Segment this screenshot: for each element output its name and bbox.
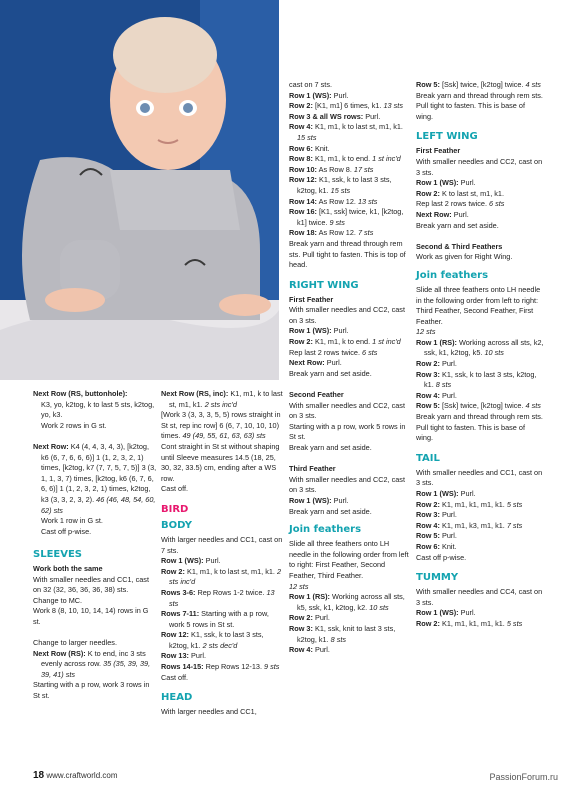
row-text: K1, m1, k to last st, m1, k1. [186, 566, 275, 576]
row-text: Rep last 2 rows twice. [289, 347, 360, 357]
stitch-count: 4 sts [525, 80, 541, 89]
instruction: Slide all three feathers onto LH needle in the following order from left to right: Third Feather, Second Feather, First Feather. [416, 284, 541, 326]
row-label: Row 4: [289, 645, 313, 655]
section-heading-tummy: TUMMY [416, 572, 459, 584]
instruction: With smaller needles and CC4, cast on 3 sts. [416, 587, 543, 607]
row-text: Purl. [365, 111, 381, 121]
row-text: Rep Rows 1-2 twice. [197, 587, 265, 597]
row [416, 391, 544, 402]
watermark: PassionForum.ru [489, 772, 558, 782]
instruction: Break yarn and thread through rem sts. Pull tight to fasten. This is top of head. [289, 238, 406, 270]
row-text: [Ssk] twice, [k2tog] twice. [441, 80, 524, 89]
row-label: Row 12: [289, 175, 317, 185]
row-label: Row 1 (WS): [161, 556, 204, 566]
row-label: Row 3: [289, 623, 313, 633]
row-label: Row 5: [416, 531, 440, 541]
row-text: K3, yo, k2tog, k to last 5 sts, k2tog, yo, k3. [41, 399, 155, 420]
subheading: Second Feather [289, 390, 344, 400]
stitch-count: 13 sts [383, 101, 403, 111]
row-label: Row 6: [289, 143, 313, 153]
row-text: Work 2 rows in G st. [41, 420, 107, 430]
row [416, 619, 544, 630]
row-text: Knit. [441, 541, 457, 551]
buttonhole-row [33, 389, 157, 431]
row [289, 592, 412, 613]
row-text: K1, m1, k to last st, m1, k1. [169, 389, 283, 409]
instruction: Break yarn and thread through rem sts. Pull tight to fasten. This is base of wing. [416, 90, 543, 121]
row-label: Row 4: [289, 122, 313, 132]
row-text: Purl. [326, 358, 342, 368]
row [161, 609, 285, 630]
row-label: Next Row (RS, buttonhole): [33, 389, 128, 398]
instruction: Starting with a p row, work 3 rows in St st. [33, 680, 150, 701]
stitch-count: 12 sts [416, 327, 436, 337]
row-text: As Row 12. [318, 228, 356, 238]
row-label: Row 1 (WS): [289, 326, 332, 336]
instruction: With smaller needles and CC2, cast on 3 sts. [416, 156, 543, 177]
subheading: Second & Third Feathers [416, 241, 503, 251]
row [289, 165, 412, 176]
row [161, 662, 285, 673]
instruction: Break yarn and thread through rem sts. Pull tight to fasten. This is base of wing. [416, 412, 543, 443]
stitch-count: 5 sts [506, 499, 523, 509]
row-text: Purl. [441, 531, 457, 541]
section-heading-tail: TAIL [416, 452, 440, 464]
stitch-count: 1 st inc'd [372, 154, 401, 164]
row-label: Row 2: [416, 618, 440, 628]
row [289, 337, 412, 348]
row-label: Rows 3-6: [161, 587, 196, 597]
instruction: Break yarn and set aside. [289, 506, 372, 516]
row-label: Next Row (RS, inc): [161, 389, 229, 398]
section-heading-body: BODY [161, 519, 192, 531]
page-number: 18 [33, 770, 45, 781]
column-3 [289, 80, 412, 656]
stitch-count: 12 sts [289, 581, 309, 591]
row-text: K1, m1, k1, m1, k1. [441, 618, 505, 628]
stitch-count: 46 (46, 48, 54, 60, 62) sts [41, 494, 156, 515]
row [289, 207, 412, 228]
instruction: With larger needles and CC1, [161, 707, 257, 717]
row [416, 359, 544, 370]
row [289, 144, 412, 155]
row-text: Rep last 2 rows twice. [416, 199, 487, 209]
row-text: Rep Rows 12-13. [205, 662, 263, 672]
row-text: Cast off p-wise. [41, 526, 92, 536]
row [289, 613, 412, 624]
row [289, 175, 412, 196]
row [416, 370, 544, 391]
row-text: Purl. [453, 209, 469, 219]
row-text: K to last st, m1, k1. [441, 188, 504, 198]
row [289, 326, 412, 337]
stitch-count: 7 sts [506, 520, 523, 530]
row [289, 645, 412, 656]
row-text: Purl. [460, 608, 476, 618]
row-text: K1, m1, k to end. [314, 337, 371, 347]
row-label: Row 2: [161, 566, 185, 576]
row [416, 489, 544, 500]
stitch-count: 13 sts [169, 587, 275, 608]
row-text: Working across all sts, k5, ssk, k1, k2tog, k2. [297, 592, 405, 612]
subheading: Work both the same [33, 563, 103, 573]
row [289, 496, 412, 507]
subheading: First Feather [416, 146, 461, 156]
instruction [289, 348, 412, 359]
row [289, 228, 412, 239]
row-text: Knit. [314, 143, 330, 153]
row-text: Purl. [333, 495, 349, 505]
row [416, 510, 544, 521]
instruction: With smaller needles and CC2, cast on 3 sts. [289, 400, 405, 421]
row-label: Row 6: [416, 541, 440, 551]
row-text: K1, m1, k to last st, m1, k1. [314, 122, 403, 132]
stitch-count: 6 sts [489, 199, 505, 209]
stitch-count: 2 sts inc'd [169, 566, 282, 587]
row-label: Row 1 (WS): [289, 90, 332, 100]
stitch-count: 10 sts [369, 602, 389, 612]
section-heading-sleeves: SLEEVES [33, 548, 83, 560]
section-heading-head: HEAD [161, 692, 193, 704]
section-heading-right-wing: RIGHT WING [289, 279, 359, 291]
instruction: Work as given for Right Wing. [416, 252, 513, 262]
stitch-count: 6 sts [362, 347, 378, 357]
stitch-count: 9 sts [329, 217, 345, 227]
row [416, 189, 544, 200]
row-label: Row 2: [416, 359, 440, 369]
instruction: With smaller needles and CC1, cast on 3 sts. [416, 467, 543, 488]
row-text: Purl. [314, 645, 330, 655]
row-text: K1, ssk, knit to last 3 sts, k2tog, k1. [297, 623, 396, 644]
row-text: Purl. [460, 489, 476, 498]
row-label: Row 18: [289, 228, 317, 238]
row-text: K to end, inc 3 sts evenly across row. [41, 648, 146, 669]
stitch-count: 2 sts inc'd [204, 399, 237, 409]
stitch-count: 7 sts [357, 228, 374, 238]
row [161, 588, 285, 609]
row-text: [K1, m1] 6 times, k1. [314, 101, 382, 111]
row-label: Row 1 (WS): [416, 608, 459, 618]
row-label: Rows 7-11: [161, 609, 200, 619]
row [289, 91, 412, 102]
row-label: Row 8: [289, 154, 313, 164]
row-label: Row 2: [289, 613, 313, 623]
row-label: Row 3: [416, 369, 440, 379]
stitch-count: 35 (35, 39, 39, 39, 41) sts [41, 659, 151, 679]
row-label: Row 13: [161, 651, 189, 661]
row-label: Row 1 (RS): [416, 337, 457, 347]
instruction: Break yarn and set aside. [416, 220, 499, 230]
baby-illustration [0, 0, 279, 380]
row [416, 542, 544, 553]
inc-row [161, 389, 285, 410]
instruction: Cast off. [161, 672, 189, 682]
row [416, 521, 544, 532]
row-text: [K1, ssk] twice, k1, [k2tog, k1] twice. [297, 207, 404, 227]
instruction: Change to MC. [33, 595, 83, 605]
row-text: Purl. [441, 510, 457, 520]
stitch-count: 5 sts [506, 618, 523, 628]
instruction: Change to larger needles. [33, 638, 117, 648]
row [416, 210, 544, 221]
row-text: Purl. [205, 556, 221, 566]
row-label: Row 1 (WS): [289, 495, 332, 505]
row-text: Starting with a p row, work 5 rows in St st. [169, 609, 269, 629]
site-link[interactable]: www.craftworld.com [46, 771, 118, 780]
section-heading-join-feathers: Join feathers [416, 269, 489, 281]
stitch-count: 4 sts [525, 401, 541, 411]
instruction: Cast off p-wise. [416, 552, 467, 562]
stitch-count: 8 sts [330, 634, 347, 644]
row [289, 101, 412, 112]
stitch-count: 2 sts dec'd [202, 640, 238, 650]
stitch-count: 49 (49, 55, 61, 63, 63) sts [182, 431, 266, 441]
row [416, 178, 544, 189]
row [161, 651, 285, 662]
row-text: As Row 8. [318, 164, 352, 174]
row [416, 80, 544, 91]
instruction: cast on 7 sts. [289, 80, 332, 89]
row [161, 567, 285, 588]
row-label: Row 10: [289, 164, 317, 174]
subheading: First Feather [289, 294, 334, 304]
row-label: Row 2: [416, 499, 440, 509]
row-label: Row 5: [416, 401, 440, 411]
row [416, 338, 544, 359]
row-text: Purl. [333, 326, 349, 336]
section-heading-bird: BIRD [161, 503, 189, 515]
stitch-count: 1 st inc'd [372, 337, 401, 347]
row-label: Row 1 (WS): [416, 489, 459, 498]
page-footer [33, 770, 117, 781]
row-text: K4 (4, 4, 3, 4, 3), [k2tog, k6 (6, 7, 6, 6, 6)] 1 (1, 2, 3, 2, 1) times, [k2tog, k7 (7, 7, 5, 7, 5)] 3 (3, 1, 1, 3, 7) times, [k2tog, k6 (6, 7, 6, 6, 6)] 1 (1, 2, 3, 2, 1) times, k2tog, k3 (3, 3, 2, 3, 2). [41, 441, 157, 504]
row-text: K1, m1, k1, m1, k1. [441, 499, 505, 509]
row-text: K1, ssk, k to last 3 sts, k2tog, k1. [297, 175, 392, 195]
row-text: [Ssk] twice, [k2tog] twice. [441, 401, 524, 411]
instruction [161, 410, 285, 442]
instruction: Cast off. [161, 484, 189, 494]
row-text: K1, ssk, k to last 3 sts, k2tog, k1. [169, 630, 264, 650]
row-label: Row 12: [161, 630, 189, 640]
row-label: Row 16: [289, 207, 317, 217]
row-label: Next Row: [33, 441, 69, 451]
instruction: With smaller needles and CC2, cast on 3 sts. [289, 305, 405, 325]
row-text: Purl. [191, 651, 207, 661]
row-label: Row 2: [416, 188, 440, 198]
baby-photo [0, 0, 279, 380]
instruction [416, 199, 544, 210]
instruction: With smaller needles and CC1, cast on 32 (32, 36, 36, 36, 38) sts. [33, 574, 149, 595]
row [416, 401, 544, 412]
row-label: Row 1 (WS): [416, 178, 459, 188]
instruction: With smaller needles and CC2, cast on 3 sts. [289, 474, 405, 495]
instruction: With larger needles and CC1, cast on 7 sts. [161, 534, 283, 555]
instruction: Cont straight in St st without shaping until Sleeve measures 14.5 (18, 25, 30, 32, 33.5) cm, ending after a WS row. [161, 441, 280, 483]
stitch-count: 13 sts [357, 196, 378, 206]
row-label: Next Row: [416, 209, 452, 219]
row [289, 112, 412, 123]
row [289, 197, 412, 208]
stitch-count: 17 sts [353, 164, 374, 174]
row [416, 531, 544, 542]
row-text: Purl. [333, 90, 349, 100]
row-label: Next Row (RS): [33, 648, 86, 658]
stitch-count: 10 sts [484, 348, 504, 358]
instruction: Break yarn and set aside. [289, 368, 372, 378]
row-text: Purl. [314, 613, 330, 623]
instruction: Work 8 (8, 10, 10, 14, 14) rows in G st. [33, 606, 149, 626]
instruction: Starting with a p row, work 5 rows in St st. [289, 421, 406, 442]
decrease-row [33, 442, 157, 537]
row-label: Row 5: [416, 80, 440, 89]
row-text: K1, m1, k to end. [314, 154, 371, 164]
row-label: Row 14: [289, 196, 317, 206]
column-4 [416, 80, 544, 630]
subheading: Third Feather [289, 464, 336, 474]
section-heading-join-feathers: Join feathers [289, 524, 362, 536]
row-label: Row 2: [289, 337, 313, 347]
column-1 [33, 389, 157, 702]
row [161, 556, 285, 567]
row [289, 624, 412, 645]
column-2 [161, 389, 285, 718]
row-label: Next Row: [289, 358, 325, 368]
row-text: Purl. [460, 178, 476, 188]
row [289, 358, 412, 369]
stitch-count: 15 sts [297, 132, 317, 142]
row [161, 630, 285, 651]
row-label: Row 3 & all WS rows: [289, 111, 364, 121]
row [416, 500, 544, 511]
instruction: Slide all three feathers onto LH needle in the following order from left to right: First Feather, Second Feather, Third Feather. [289, 539, 409, 580]
instruction: Break yarn and set aside. [289, 443, 372, 452]
row [289, 154, 412, 165]
row-text: Work 1 row in G st. [41, 516, 103, 526]
stitch-count: 8 sts [435, 380, 452, 390]
row-text: K1, m1, k3, m1, k1. [441, 520, 505, 530]
row [289, 122, 412, 143]
row-label: Row 4: [416, 520, 440, 530]
row-label: Row 3: [416, 510, 440, 520]
row-text: K1, ssk, k to last 3 sts, k2tog, k1. [424, 369, 537, 390]
inc-row [33, 649, 157, 681]
row-label: Row 1 (RS): [289, 592, 330, 602]
row-label: Rows 14-15: [161, 662, 204, 672]
stitch-count: 15 sts [330, 185, 351, 195]
row-text: Purl. [441, 359, 457, 369]
stitch-count: 9 sts [264, 662, 280, 672]
section-heading-left-wing: LEFT WING [416, 131, 478, 143]
row-text: Working across all sts, k2, ssk, k1, k2tog, k5. [424, 337, 544, 358]
row-text: [Work 3 (3, 3, 3, 5, 5) rows straight in St st, rep inc row] 6 (6, 7, 10, 10, 10) times. [161, 410, 281, 441]
row-label: Row 2: [289, 101, 313, 111]
row [416, 608, 544, 619]
row-text: Purl. [441, 390, 457, 400]
row-text: As Row 12. [318, 196, 356, 206]
row-label: Row 4: [416, 390, 440, 400]
